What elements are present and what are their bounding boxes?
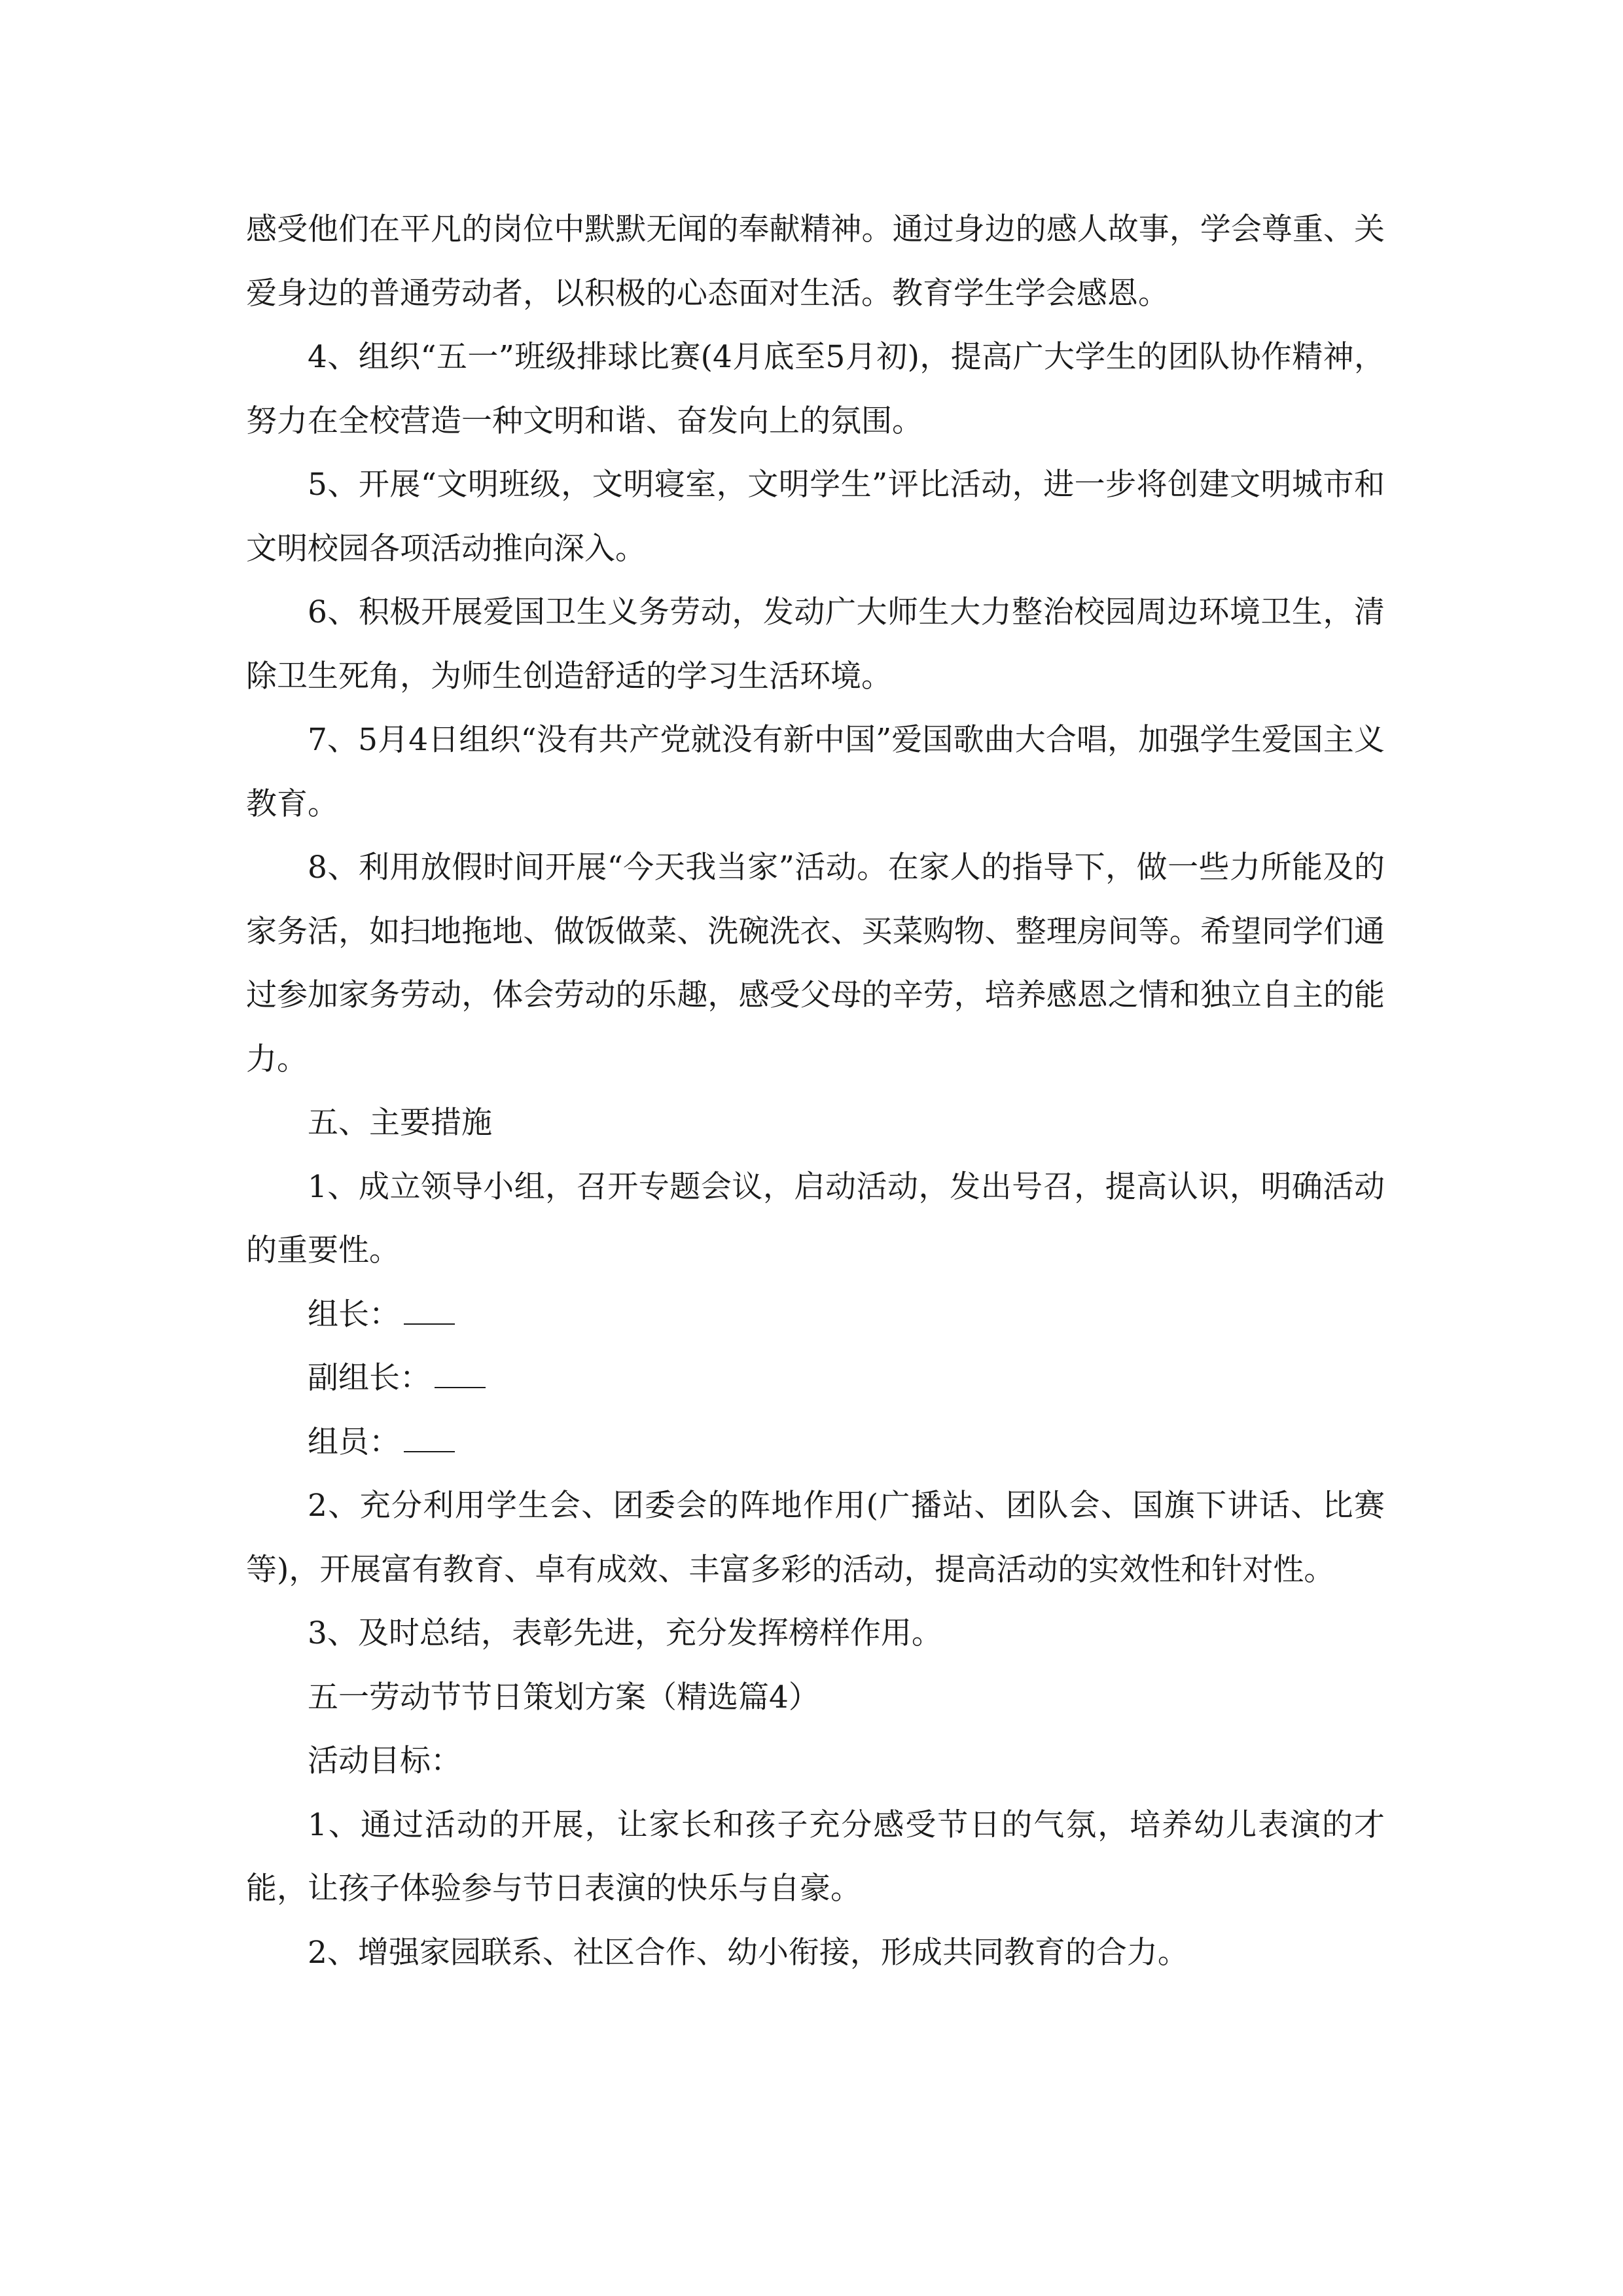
paragraph-chorus: 7、5月4日组织“没有共产党就没有新中国”爱国歌曲大合唱，加强学生爱国主义教育。 bbox=[246, 722, 1385, 822]
section-heading-plan-4: 五一劳动节节日策划方案（精选篇4） bbox=[308, 1679, 819, 1715]
paragraph-volleyball: 4、组织“五一”班级排球比赛(4月底至5月初)，提高广大学生的团队协作精神，努力在全校营造一种文明和谐、奋发向上的氛围。 bbox=[246, 339, 1385, 439]
paragraph-student-union: 2、充分利用学生会、团委会的阵地作用(广播站、团队会、国旗下讲话、比赛等)，开展富有教育、卓有成效、丰富多彩的活动，提高活动的实效性和针对性。 bbox=[246, 1488, 1385, 1588]
paragraph-summary: 3、及时总结，表彰先进，充分发挥榜样作用。 bbox=[308, 1615, 942, 1651]
member-line bbox=[246, 1410, 1385, 1475]
paragraph-goal-2: 2、增强家园联系、社区合作、幼小衔接，形成共同教育的合力。 bbox=[308, 1934, 1188, 1971]
document-body bbox=[246, 198, 1385, 1984]
member-label: 组员： bbox=[308, 1424, 400, 1460]
paragraph-hygiene: 6、积极开展爱国卫生义务劳动，发动广大师生大力整治校园周边环境卫生，清除卫生死角，为师生创造舒适的学习生活环境。 bbox=[246, 594, 1385, 694]
paragraph-housework: 8、利用放假时间开展“今天我当家”活动。在家人的指导下，做一些力所能及的家务活，如扫地拖地、做饭做菜、洗碗洗衣、买菜购物、整理房间等。希望同学们通过参加家务劳动，体会劳动的乐趣，感受父母的辛劳，培养感恩之情和独立自主的能力。 bbox=[246, 850, 1385, 1077]
section-heading-measures: 五、主要措施 bbox=[308, 1105, 492, 1141]
deputy-leader-line bbox=[246, 1346, 1385, 1410]
paragraph-leading-group: 1、成立领导小组，召开专题会议，启动活动，发出号召，提高认识，明确活动的重要性。 bbox=[246, 1168, 1385, 1268]
group-leader-blank bbox=[404, 1295, 455, 1324]
group-leader-label: 组长： bbox=[308, 1296, 400, 1333]
group-leader-line bbox=[246, 1283, 1385, 1347]
paragraph-goal-1: 1、通过活动的开展，让家长和孩子充分感受节日的气氛，培养幼儿表演的才能，让孩子体验参与节日表演的快乐与自豪。 bbox=[246, 1806, 1385, 1907]
paragraph-dedication: 感受他们在平凡的岗位中默默无闻的奉献精神。通过身边的感人故事，学会尊重、关爱身边的普通劳动者，以积极的心态面对生活。教育学生学会感恩。 bbox=[246, 211, 1385, 312]
deputy-leader-label: 副组长： bbox=[308, 1360, 431, 1396]
member-blank bbox=[404, 1423, 455, 1452]
section-heading-goals: 活动目标： bbox=[308, 1743, 461, 1779]
deputy-leader-blank bbox=[435, 1359, 486, 1388]
paragraph-civilized-class: 5、开展“文明班级，文明寝室，文明学生”评比活动，进一步将创建文明城市和文明校园各项活动推向深入。 bbox=[246, 467, 1385, 567]
